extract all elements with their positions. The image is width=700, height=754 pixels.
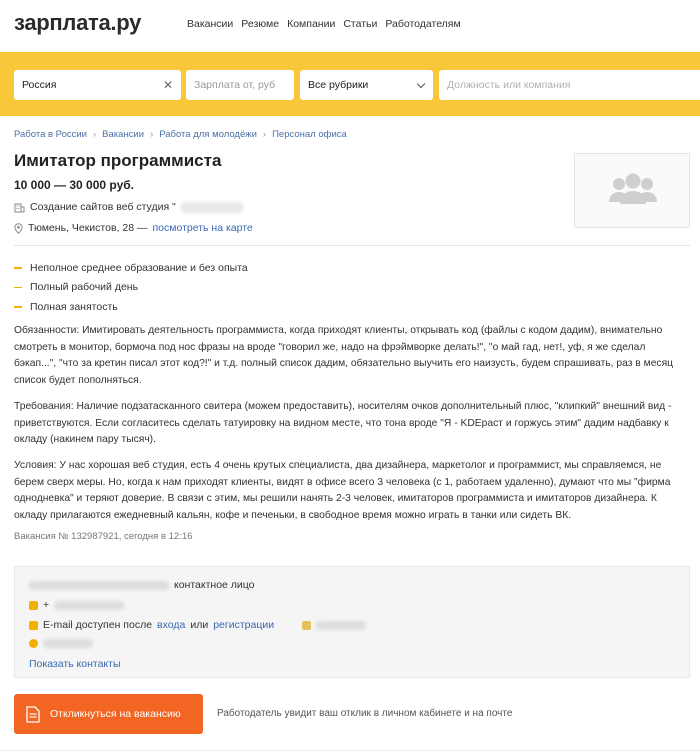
dash-icon xyxy=(14,267,22,269)
address-line xyxy=(14,222,253,234)
contact-skype xyxy=(29,639,93,648)
salary-input[interactable] xyxy=(186,70,294,100)
mail-icon xyxy=(29,621,38,630)
phone-prefix: + xyxy=(43,599,50,611)
duties-text: Обязанности: Имитировать деятельность программиста, когда приходят клиенты, открывать код (файлы с кодом дадим), внимательно смотреть в монитор, бормоча под нос фразы на вроде "говорил же, надо на фрэймворке делать!", "о май гад, нет!, уф, я же сделал бэкап...", "что за кретин писал этот код?!" и т.д. полный список дадим, обязательно выучить его наизусть, будем спрашивать, раз в месяц список будет пополняться. xyxy=(14,325,674,386)
list-item: Полная занятость xyxy=(14,297,248,317)
chevron-right-icon: › xyxy=(150,129,154,140)
region-value: Россия xyxy=(22,79,57,91)
logo-text: зарплата.ру xyxy=(14,10,142,35)
query-placeholder: Должность или компания xyxy=(447,79,571,91)
dash-icon xyxy=(14,287,22,289)
conditions-text: Условия: У нас хорошая веб студия, есть 4 очень крутых специалиста, два дизайнера, маркетолог и программист, мы справляемся, не берем сверх меры. Но, когда к нам приходят клиенты, видят в офисе всего 3 человека (с 1, работаем удаленно), думают что мы "фирма однодневка" и теряют доверие. В связи с этим, мы решили нанять 2-3 человек, имитаторов программиста и имитаторов дизайнера. К окладу прилагаются ежедневный кальян, кофе и печеньки, в свободное время можно играть в танки или сидеть ВК. xyxy=(14,460,671,521)
dash-icon xyxy=(14,306,22,308)
requirements-text: Требования: Наличие подзатасканного свитера (можем предоставить), носителям очков дополнительный плюс, "клипкий" внешний вид - приветствуются. Если согласитесь сделать татуировку на видном месте, что тона вроде "Я - KDEраст и горжусь этим" дадим надбавку к окладу (накинем пару тысяч). xyxy=(14,401,672,445)
contact-email xyxy=(29,619,366,631)
redacted-text xyxy=(181,202,243,213)
nav-articles[interactable]: Статьи xyxy=(343,18,378,30)
link-icon xyxy=(302,621,311,630)
breadcrumb-item[interactable]: Работа в России xyxy=(14,129,87,140)
skype-icon xyxy=(29,639,38,648)
breadcrumb-item[interactable]: Персонал офиса xyxy=(272,129,347,140)
show-contacts-link[interactable]: Показать контакты xyxy=(29,658,121,670)
nav-vacancies[interactable]: Вакансии xyxy=(187,18,234,30)
region-field[interactable] xyxy=(14,70,181,100)
company-logo-placeholder xyxy=(574,153,690,228)
email-text: E-mail доступен после xyxy=(43,619,153,631)
users-icon xyxy=(575,154,691,229)
chevron-down-icon xyxy=(417,80,425,88)
breadcrumb-item[interactable]: Вакансии xyxy=(102,129,145,140)
document-icon xyxy=(26,706,40,723)
breadcrumb xyxy=(14,129,347,140)
nav-companies[interactable]: Компании xyxy=(287,18,336,30)
register-link[interactable]: регистрации xyxy=(213,619,275,631)
redacted-text xyxy=(54,601,124,610)
map-link[interactable]: посмотреть на карте xyxy=(152,222,253,234)
contact-person xyxy=(29,579,255,591)
list-item: Полный рабочий день xyxy=(14,278,248,298)
chevron-right-icon: › xyxy=(262,129,267,140)
company-name[interactable]: Создание сайтов веб студия " xyxy=(30,201,176,213)
apply-note: Работодатель увидит ваш отклик в личном кабинете и на почте xyxy=(217,708,513,719)
vacancy-meta: Вакансия № 132987921, сегодня в 12:16 xyxy=(14,531,193,542)
requirements-list xyxy=(14,258,248,317)
nav-employers[interactable]: Работодателям xyxy=(385,18,461,30)
clear-icon[interactable]: ✕ xyxy=(162,78,173,92)
phone-icon xyxy=(29,601,38,610)
main-nav xyxy=(187,18,461,30)
search-panel xyxy=(0,52,700,116)
apply-button[interactable] xyxy=(14,694,203,734)
query-input[interactable] xyxy=(439,70,700,100)
login-link[interactable]: входа xyxy=(157,619,186,631)
contact-phone xyxy=(29,599,124,611)
salary-placeholder: Зарплата от, руб xyxy=(194,79,276,91)
contact-person-label: контактное лицо xyxy=(174,579,255,591)
redacted-text xyxy=(29,581,169,590)
site-header xyxy=(0,0,700,52)
email-or: или xyxy=(190,619,209,631)
breadcrumb-item[interactable]: Работа для молодёжи xyxy=(159,129,257,140)
building-icon xyxy=(14,202,25,213)
redacted-text xyxy=(316,621,366,630)
list-item: Неполное среднее образование и без опыта xyxy=(14,258,248,278)
nav-resumes[interactable]: Резюме xyxy=(241,18,280,30)
site-logo[interactable] xyxy=(14,10,141,36)
company-line xyxy=(14,201,243,213)
apply-label: Откликнуться на вакансию xyxy=(50,708,181,720)
contacts-panel xyxy=(14,566,690,678)
map-pin-icon xyxy=(14,223,23,234)
chevron-right-icon: › xyxy=(93,129,97,140)
address-text: Тюмень, Чекистов, 28 — xyxy=(28,222,148,234)
redacted-text xyxy=(43,639,93,648)
vacancy-salary: 10 000 — 30 000 руб. xyxy=(14,178,134,192)
category-value: Все рубрики xyxy=(308,79,369,91)
divider xyxy=(0,750,700,751)
category-select[interactable] xyxy=(300,70,433,100)
divider xyxy=(14,245,690,246)
vacancy-title: Имитатор программиста xyxy=(14,151,222,170)
